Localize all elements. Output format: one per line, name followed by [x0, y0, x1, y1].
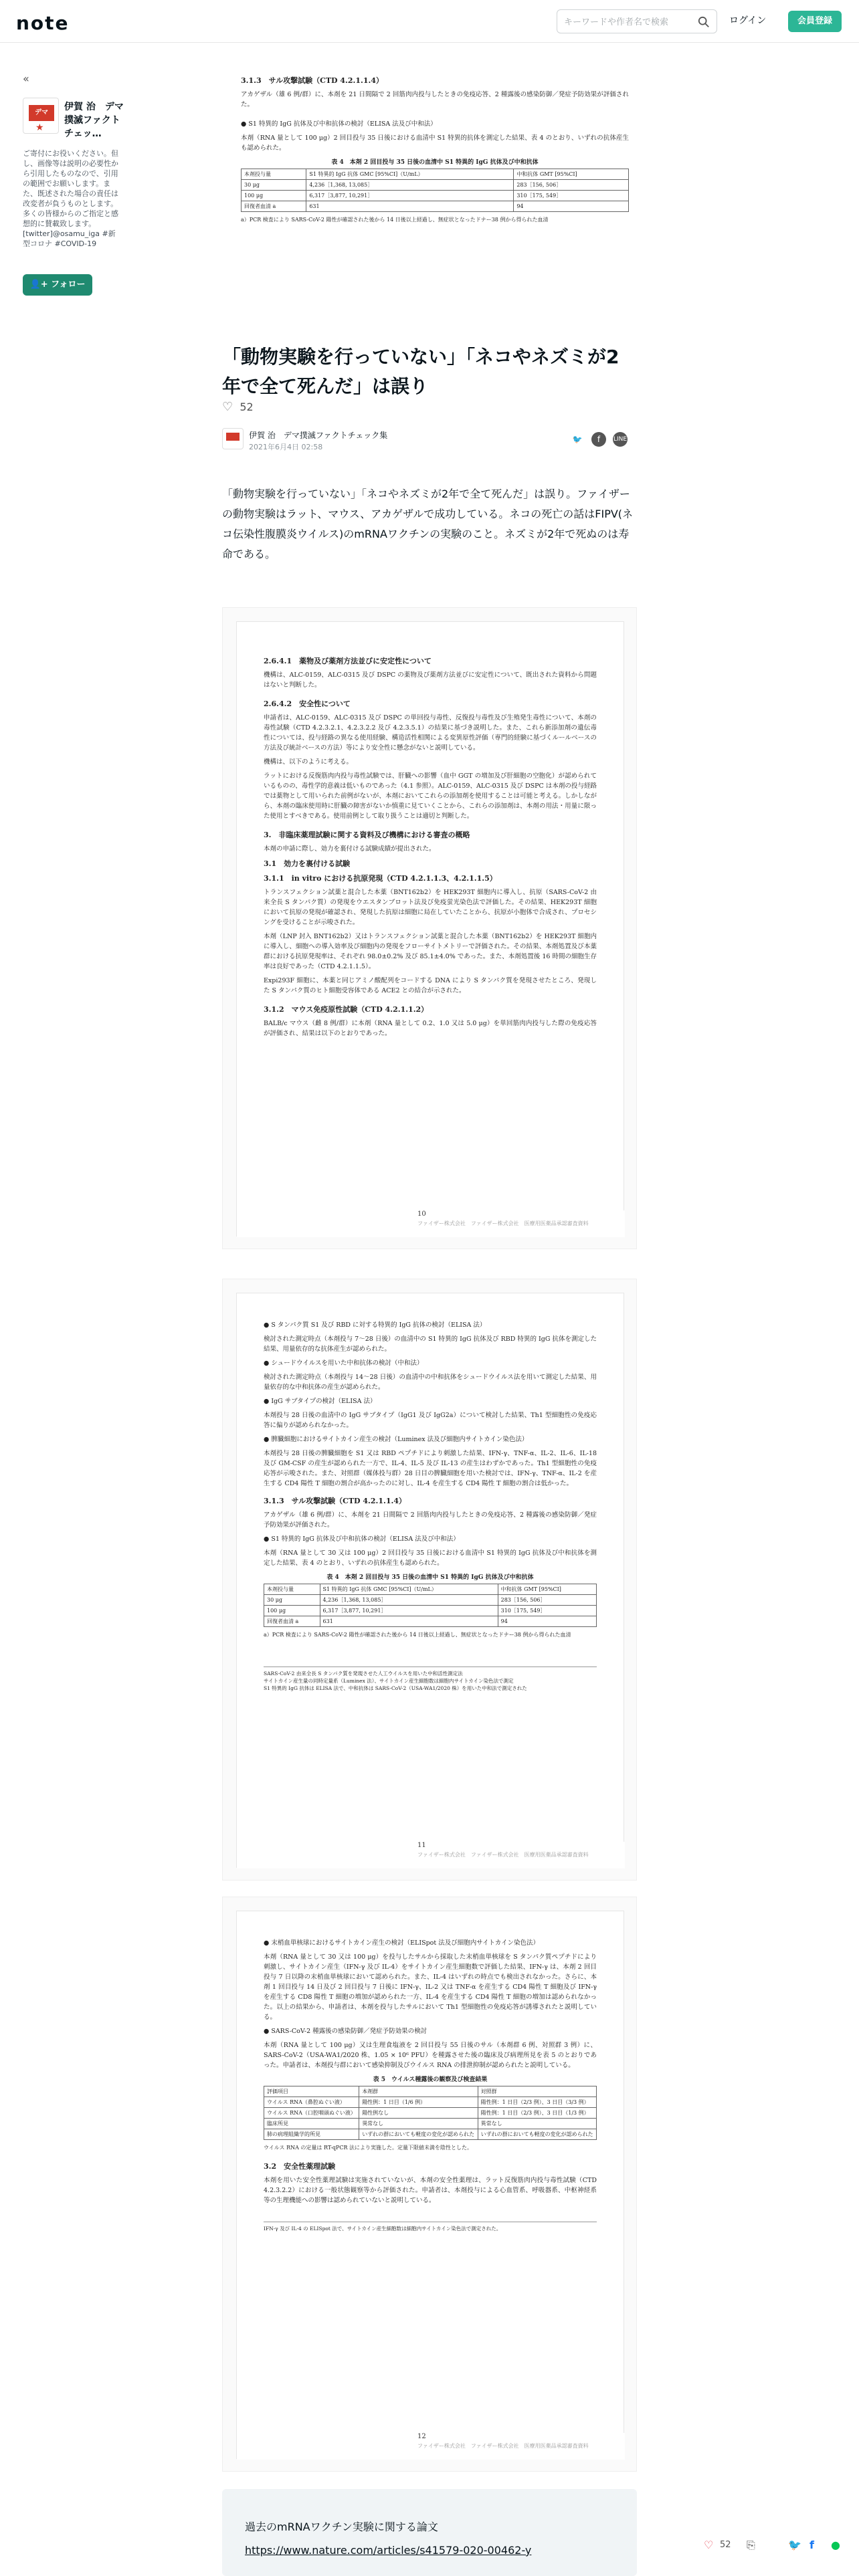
heart-icon[interactable]: ♡ — [222, 400, 233, 414]
table-cell: 283［156, 506］ — [514, 180, 629, 191]
doc-paragraph: 本剤を用いた安全性薬理試験は実施されていないが、本剤の安全性薬理は、ラット反復筋肉内投与毒性試験（CTD 4.2.3.2.2）における一般状態観察等から評価された。申請者は、本剤投与による心血管系、呼吸器系、中枢神経系等の生理機能への影響は認められていないと説明している。 — [264, 2177, 597, 2204]
table-row — [264, 2119, 597, 2129]
table-cell: いずれの群においても軽度の変化が認められた — [359, 2129, 478, 2140]
table-cell: 臨床所見 — [264, 2119, 359, 2129]
doc-paragraph: 本剤（RNA 量として 100 μg）2 回目投与 35 日後における血清中 S1 特異的抗体を測定した結果、表 4 のとおり、いずれの抗体産生も認められた。 — [241, 134, 629, 152]
table-caption: 表 4 本剤 2 回目投与 35 日後の血清中 S1 特異的 IgG 抗体及び中和抗体 — [326, 1574, 534, 1581]
doc-bullet: ● S1 特異的 IgG 抗体及び中和抗体の検討（ELISA 法及び中和法） — [264, 1535, 460, 1543]
creator-sidebar — [0, 43, 124, 310]
table-cell: 陽性例：1 日目（2/3 例）、3 日目（3/3 例） — [478, 2097, 596, 2108]
document-body — [264, 1938, 597, 2232]
document-body — [264, 1320, 597, 1692]
table-footnote: ウイルス RNA の定量は RT-qPCR 法により実施した。定量下限値未満を陰性とした。 — [264, 2145, 473, 2151]
bookmark-icon[interactable]: ⎘ — [747, 2539, 755, 2551]
table-row — [264, 2108, 597, 2119]
like-control[interactable] — [222, 400, 254, 414]
table-row — [264, 2086, 597, 2097]
table-cell: ウイルス RNA（鼻腔ぬぐい液） — [264, 2097, 359, 2108]
data-table — [241, 169, 629, 212]
doc-bullet: ● IgG サブタイプの検討（ELISA 法） — [264, 1398, 377, 1405]
doc-heading: 2.6.4.1 薬物及び薬剤方法並びに安定性について — [264, 657, 432, 665]
facebook-share-icon[interactable]: f — [809, 2539, 814, 2551]
table-header-cell: 中和抗体 GMT [95%CI] — [514, 169, 629, 180]
table-row — [264, 1606, 597, 1616]
note-logo[interactable]: note — [16, 12, 70, 34]
table-row — [264, 1595, 597, 1606]
floating-action-bar — [704, 2533, 859, 2564]
footnote: IFN-γ 及び IL-4 の ELISpot 法で、サイトカイン産生細胞数は細胞内サイトカイン染色法で測定された。 — [264, 2226, 502, 2232]
table-header-cell: 本剤群 — [359, 2086, 478, 2097]
table-row — [242, 180, 629, 191]
document-sheet — [236, 1293, 624, 1868]
follow-label: フォロー — [51, 280, 86, 290]
document-sheet — [236, 1911, 624, 2459]
footnote: SARS-CoV-2 由来全長 S タンパク質を発現させた人工ウイルスを用いた中和活性測定法 — [264, 1671, 463, 1677]
like-count: 52 — [720, 2540, 731, 2550]
doc-paragraph: 本剤（RNA 量として 100 μg）又は生理食塩液を 2 回目投与 55 日後のサル（本剤群 6 例、対照群 3 例）に、SARS-CoV-2（USA-WA1/2020 株、1.05 × 10⁶ PFU）を種露させた後の臨床及び病理所見を表 5 のとおりであった。申請者は、本剤投与群において感染抑制及びウイルス RNA の排泄抑制が認められたと説明している。 — [264, 2042, 597, 2069]
twitter-share-icon[interactable]: 🐦 — [788, 2539, 801, 2551]
doc-heading: 3. 非臨床薬理試験に関する資料及び機構における審査の概略 — [264, 831, 470, 839]
doc-heading: 3.1.1 in vitro における抗原発現（CTD 4.2.1.1.3、4.2.1.1.5） — [264, 874, 497, 883]
table-cell: 310［175, 549］ — [498, 1606, 596, 1616]
table-row — [242, 191, 629, 201]
doc-heading: 3.1.2 マウス免疫原性試験（CTD 4.2.1.1.2） — [264, 1005, 429, 1014]
article-title: 「動物実験を行っていない」「ネコやネズミが2年で全て死んだ」は誤り — [222, 346, 619, 397]
link-url[interactable]: https://www.nature.com/articles/s41579-020-00462-y — [245, 2544, 532, 2557]
avatar-logo-mark: デマ — [29, 105, 54, 121]
doc-bullet: ● S タンパク質 S1 及び RBD に対する特異的 IgG 抗体の検討（ELISA 法） — [264, 1321, 486, 1329]
table-row — [264, 2129, 597, 2140]
table-row — [242, 169, 629, 180]
table-header-cell: 本剤投与量 — [242, 169, 306, 180]
document-image-page-12 — [222, 1897, 637, 2472]
table-cell: 6,317［3,877, 10,291］ — [320, 1606, 498, 1616]
table-cell: 陽性例なし — [359, 2108, 478, 2119]
table-cell: いずれの群においても軽度の変化が認められた — [478, 2129, 596, 2140]
link-quote-box — [222, 2489, 637, 2576]
star-icon: ★ — [35, 122, 44, 133]
avatar-logo-mark — [226, 433, 240, 441]
doc-paragraph: アカゲザル（雄 6 例/群）に、本剤を 21 日間隔で 2 回筋肉内投与したときの免疫応答、2 種露後の感染防御／発症予防効果が評価された。 — [264, 1511, 597, 1529]
table-cell: 回復者血清 a — [264, 1616, 320, 1627]
table-cell: 4,236［1,368, 13,085］ — [320, 1595, 498, 1606]
table-header-cell: 中和抗体 GMT [95%CI] — [498, 1584, 596, 1595]
doc-paragraph: アカゲザル（雄 6 例/群）に、本剤を 21 日間隔で 2 回筋肉内投与したときの免疫応答、2 種露後の感染防御／発症予防効果が評価された。 — [241, 91, 629, 108]
like-count: 52 — [240, 401, 254, 413]
table-cell: 6,317［3,877, 10,291］ — [306, 191, 514, 201]
table-header-cell: S1 特異的 IgG 抗体 GMC [95%CI]（U/mL） — [320, 1584, 498, 1595]
watermark: ファイザー株式会社 ファイザー株式会社 医療用医薬品承認審査資料 — [417, 1852, 589, 1858]
doc-paragraph: 本剤投与 28 日後の血清中の IgG サブタイプ（IgG1 及び IgG2a）について検討した結果、Th1 型細胞性の免疫応答に偏りが認められなかった。 — [264, 1412, 597, 1429]
doc-paragraph: Expi293F 細胞に、本薬と同じアミノ酸配列をコードする DNA により S タンパク質を発現させたところ、発現した S タンパク質のヒト細胞受容体である ACE2 との結合が示された。 — [264, 977, 597, 994]
page-number: 12 — [417, 2433, 426, 2440]
header-document-image — [241, 75, 629, 296]
table-header-cell: S1 特異的 IgG 抗体 GMC [95%CI]（U/mL） — [306, 169, 514, 180]
table-caption: 表 5 ウイルス種露後の観察及び検査結果 — [373, 2076, 488, 2083]
footnotes — [264, 1667, 597, 1692]
search-icon[interactable] — [698, 16, 710, 28]
doc-paragraph: BALB/c マウス（雌 8 例/群）に本剤（RNA 量として 0.2、1.0 又は 5.0 μg）を単回筋肉内投与した際の免疫応答が評価され、結果は以下のとおりであった。 — [264, 1020, 597, 1037]
doc-heading: 3.1.3 サル攻撃試験（CTD 4.2.1.1.4） — [264, 1497, 406, 1505]
heart-icon[interactable]: ♡ — [704, 2539, 714, 2551]
doc-paragraph: 本剤（LNP 封入 BNT162b2）又はトランスフェクション試薬と混合した本薬（BNT162b2）を HEK293T 細胞内に導入し、細胞への導入効率及び細胞内の発現をフローサイトメトリーで評価された。その結果、本剤処置及び本薬群における抗原発現率は、それぞれ 98.0±0.2% 及び 85.1±4.0% であった。また、本剤処置後 16 時間の細胞生存率は良好であった（CTD 4.2.1.1.5）。 — [264, 933, 597, 970]
table-cell: 肺の病理組織学的所見 — [264, 2129, 359, 2140]
page-footer — [237, 1842, 625, 1868]
publish-date: 2021年6月4日 02:58 — [249, 443, 323, 451]
table-cell: 100 μg — [242, 191, 306, 201]
document-body — [264, 655, 597, 1039]
line-share-icon[interactable]: LINE — [613, 432, 628, 447]
doc-paragraph: 機構は、以下のように考える。 — [264, 758, 353, 766]
creator-name[interactable]: 伊賀 治 デマ撲滅ファクトチェッ… — [64, 102, 124, 139]
table-cell: 回復者血清 a — [242, 201, 306, 212]
footnote: サイトカイン産生量の同時定量系（Luminex 法）、サイトカイン産生細胞数は細胞内サイトカイン染色法で測定 — [264, 1678, 514, 1684]
table-cell: 283［156, 506］ — [498, 1595, 596, 1606]
data-table — [264, 1584, 597, 1627]
doc-paragraph: 申請者は、ALC-0159、ALC-0315 及び DSPC の単回投与毒性、反復投与毒性及び生殖発生毒性について、本剤の毒性試験（CTD 4.2.3.2.1、4.2.3.2.2 及び 4.2.3.5.1）の結果に基づき説明した。また、これら新添加剤の遺伝毒性については、投与経路の異なる使用経験、構造活性相関による変異原性評価（専門的経験に基づくルールベースの方法及び統計ベースの方法）等により安全性に懸念がないと説明している。 — [264, 714, 597, 752]
facebook-share-icon[interactable]: f — [591, 432, 606, 447]
data-table — [264, 2086, 597, 2140]
table-cell: 異常なし — [359, 2119, 478, 2129]
doc-heading: 2.6.4.2 安全性について — [264, 700, 351, 708]
twitter-share-icon[interactable]: 🐦 — [572, 435, 583, 444]
author-name[interactable]: 伊賀 治 デマ撲滅ファクトチェック集 — [249, 431, 388, 440]
line-share-icon[interactable]: ● — [831, 2539, 840, 2551]
table-cell: 30 μg — [264, 1595, 320, 1606]
doc-heading: 3.1.3 サル攻撃試験（CTD 4.2.1.1.4） — [241, 76, 383, 85]
doc-bullet: ● SARS-CoV-2 種露後の感染防御／発症予防効果の検討 — [264, 2028, 427, 2035]
table-cell: ウイルス RNA（口腔咽頭ぬぐい液） — [264, 2108, 359, 2119]
doc-heading: 3.1 効力を裏付ける試験 — [264, 859, 351, 868]
collapse-sidebar-icon[interactable]: « — [23, 72, 29, 85]
table-cell: 94 — [498, 1616, 596, 1627]
doc-bullet: ● 末梢血単核球におけるサイトカイン産生の検討（ELISpot 法及び細胞内サイトカイン染色法） — [264, 1939, 539, 1947]
table-footnote: a）PCR 検査により SARS-CoV-2 陽性が確認された後から 14 日後以上経過し、無症状となったドナー38 例から得られた血清 — [241, 217, 549, 223]
table-row — [264, 2097, 597, 2108]
table-caption: 表 4 本剤 2 回目投与 35 日後の血清中 S1 特異的 IgG 抗体及び中和抗体 — [331, 159, 539, 166]
table-row — [242, 201, 629, 212]
footnotes — [264, 2222, 597, 2232]
doc-bullet: ● 脾臓細胞におけるサイトカイン産生の検討（Luminex 法及び細胞内サイトカイン染色法） — [264, 1436, 529, 1443]
doc-paragraph: 本剤投与 28 日後の脾臓細胞を S1 又は RBD ペプチドにより刺激した結果、IFN-γ、TNF-α、IL-2、IL-6、IL-18 及び GM-CSF の産生が認められた一方で、IL-4、IL-5 及び IL-13 の産生はわずかであった。Th1 型細胞性の免疫応答が示唆された。また、対照群（媒体投与群）28 日目の脾臓細胞を用いた検討では、IFN-γ、TNF-α、IL-2 を産生する CD4 陽性 T 細胞の割合が高かったのに対し、IL-4 を産生する CD4 陽性 T 細胞の割合は低かった。 — [264, 1450, 597, 1487]
doc-paragraph: 検討された測定時点（本剤投与 14～28 日後）の血清中の中和抗体をシュードウイルス法を用いて測定した結果、用量依存的な中和抗体の産生が認められた。 — [264, 1374, 597, 1391]
table-cell: 陽性例：1 日目（1/6 例） — [359, 2097, 478, 2108]
table-cell: 631 — [320, 1616, 498, 1627]
doc-bullet: ● シュードウイルスを用いた中和抗体の検討（中和法） — [264, 1360, 423, 1367]
author-avatar[interactable] — [222, 428, 244, 449]
doc-paragraph: トランスフェクション試薬と混合した本薬（BNT162b2）を HEK293T 細胞内に導入し、抗原（SARS-CoV-2 由来全長 S タンパク質）の発現をウエスタンブロット法及び免疫蛍光染色法で評価した。その結果、HEK293T 細胞において抗原の発現が確認され、発現した抗原は細胞に局在していたことから、抗原が小胞体で合成され、プロセシングを受けることが示唆された。 — [264, 889, 597, 926]
table-cell: 631 — [306, 201, 514, 212]
doc-bullet: ● S1 特異的 IgG 抗体及び中和抗体の検討（ELISA 法及び中和法） — [241, 120, 437, 128]
table-cell: 30 μg — [242, 180, 306, 191]
page-footer — [237, 1210, 625, 1237]
doc-paragraph: 本剤の申請に際し、効力を裏付ける試験成績が提出された。 — [264, 845, 436, 853]
table-cell: 4,236［1,368, 13,085］ — [306, 180, 514, 191]
page-footer — [237, 2433, 625, 2460]
signup-button[interactable]: 会員登録 — [788, 11, 842, 32]
table-cell: 94 — [514, 201, 629, 212]
table-footnote: a）PCR 検査により SARS-CoV-2 陽性が確認された後から 14 日後以上経過し、無症状となったドナー38 例から得られた血清 — [264, 1632, 571, 1638]
doc-paragraph: 本剤（RNA 量として 30 又は 100 μg）を投与したサルから採取した末梢血単核球を S タンパク質ペプチドにより刺激し、サイトカイン産生（IFN-γ 及び IL-4）をサイトカイン産生細胞数で評価した結果、IFN-γ は、本剤 2 回目投与 7 日以降の末梢血単核球において認められた。また、IL-4 はいずれの時点でも検出されなかった。さらに、本剤 1 回目投与 14 日及び 2 回目投与 7 日後に IFN-γ、IL-2 又は TNF-α を産生する CD4 陽性 T 細胞及び IFN-γ を産生する CD8 陽性 T 細胞の増加が認められた一方、IL-4 を産生する CD4 陽性 T 細胞の増加は認められなかった。以上の結果から、申請者は、本剤を投与したサルにおいて Th1 型細胞性の免疫応答が誘導されたと説明している。 — [264, 1953, 597, 2021]
document-image-page-11 — [222, 1279, 637, 1881]
doc-heading: 3.2 安全性薬理試験 — [264, 2162, 336, 2171]
table-row — [264, 1584, 597, 1595]
doc-paragraph: 機構は、ALC-0159、ALC-0315 及び DSPC の薬物及び薬剤方法並びに安定性について、既出された資料から問題はないと判断した。 — [264, 671, 597, 689]
follow-button[interactable] — [23, 274, 92, 296]
table-cell: 310［175, 549］ — [514, 191, 629, 201]
page-number: 10 — [417, 1210, 426, 1218]
user-plus-icon: 👤+ — [29, 280, 52, 290]
document-sheet — [236, 621, 624, 1237]
search-input[interactable] — [564, 15, 691, 29]
table-header-cell: 対照群 — [478, 2086, 596, 2097]
doc-paragraph: ラットにおける反復筋肉内投与毒性試験では、肝臓への影響（血中 GGT の増加及び肝細胞の空胞化）が認められているものの、毒性学的意義は低いものであった（4.1 参照）。ALC-0159、ALC-0315 及び DSPC は本剤の投与経路では薬物として用いられた前例がないが、本剤においてこれらの添加剤を使用することは可能と考える。しかしながら、本剤の臨床使用時に肝臓の障害がないか慎重に見ていくことから、これらの添加剤は、本剤の用法・用量に限った使用とすべきである。使用前例として取り扱うことは適切と判断した。 — [264, 772, 597, 820]
link-title: 過去のmRNAワクチン実験に関する論文 — [245, 2520, 438, 2533]
watermark: ファイザー株式会社 ファイザー株式会社 医療用医薬品承認審査資料 — [417, 2443, 589, 2449]
creator-avatar[interactable] — [23, 98, 59, 134]
top-bar — [0, 0, 859, 43]
creator-bio: ご寄付にお役いください。但し、画像等は説明の必要性から引用したものなので、引用の範囲でお願いします。また、既述された場合の責任は改変者が負うものとします。多くの皆様からのご指定と感想的に賛載致します。[twitter]@osamu_iga #新型コロナ #COVID-19 — [23, 149, 118, 248]
table-header-cell: 評価項目 — [264, 2086, 359, 2097]
page-number: 11 — [417, 1842, 426, 1849]
login-link[interactable]: ログイン — [729, 15, 767, 26]
article-meta — [222, 428, 637, 455]
watermark: ファイザー株式会社 ファイザー株式会社 医療用医薬品承認審査資料 — [417, 1220, 589, 1226]
table-cell: 異常なし — [478, 2119, 596, 2129]
table-row — [264, 1616, 597, 1627]
doc-paragraph: 検討された測定時点（本剤投与 7～28 日後）の血清中の S1 特異的 IgG 抗体及び RBD 特異的 IgG 抗体を測定した結果、用量依存的な抗体産生が認められた。 — [264, 1335, 597, 1353]
table-cell: 100 μg — [264, 1606, 320, 1616]
doc-paragraph: 本剤（RNA 量として 30 又は 100 μg）2 回目投与 35 日後における血清中 S1 特異的 IgG 抗体及び中和抗体を測定した結果、表 4 のとおり、いずれの抗体産生も認められた。 — [264, 1549, 597, 1567]
table-cell: 陽性例：1 日目（2/3 例）、3 日目（1/3 例） — [478, 2108, 596, 2119]
table-header-cell: 本剤投与量 — [264, 1584, 320, 1595]
document-image-page-10 — [222, 607, 637, 1249]
search-box[interactable] — [557, 9, 717, 33]
footnote: S1 特異的 IgG 抗体は ELISA 法で、中和抗体は SARS-CoV-2（USA-WA1/2020 株）を用いた中和法で測定された — [264, 1685, 527, 1691]
article-lead: 「動物実験を行っていない」「ネコやネズミが2年で全て死んだ」は誤り。ファイザーの動物実験はラット、マウス、アカゲザルで成功している。ネコの死亡の話はFIPV(ネコ伝染性腹膜炎ウイルス)のmRNAワクチンの実験のこと。ネズミが2年で死ぬのは寿命である。 — [222, 488, 634, 560]
